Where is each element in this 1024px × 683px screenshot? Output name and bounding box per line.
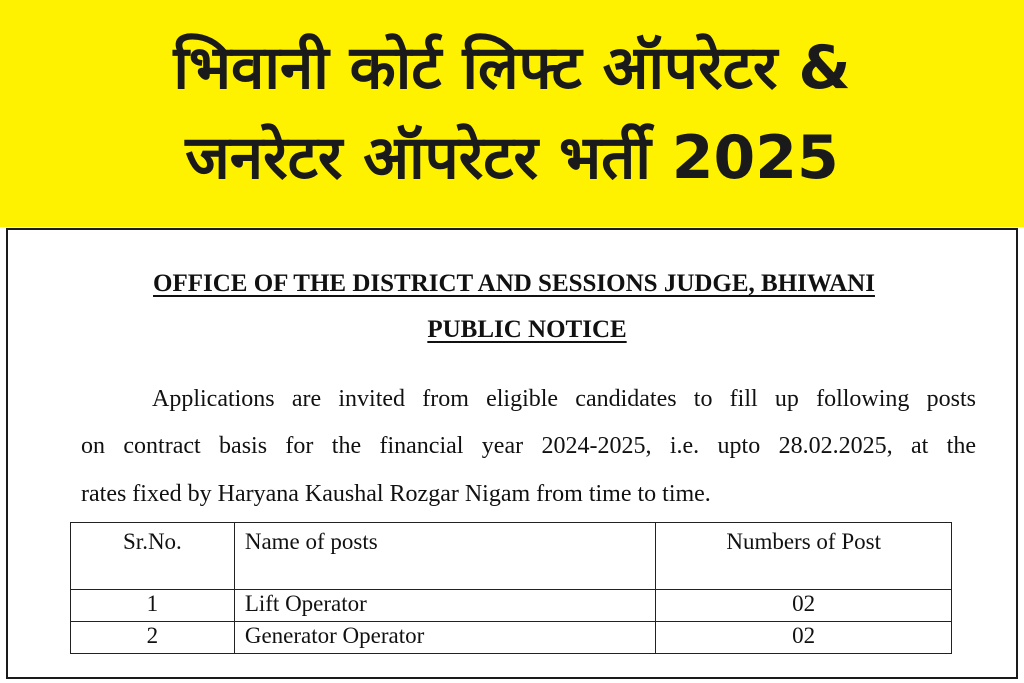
table-header-row — [71, 523, 952, 590]
header-sr-no: Sr.No. — [71, 523, 235, 590]
row-1-post-count: 02 — [656, 590, 952, 622]
table-row — [71, 622, 952, 654]
banner-title-line-1: भिवानी कोर्ट लिफ्ट ऑपरेटर & — [173, 33, 851, 103]
notice-document — [6, 228, 1018, 679]
notice-title: PUBLIC NOTICE — [427, 316, 627, 343]
header-name-of-posts: Name of posts — [234, 523, 655, 590]
row-1-sr-no: 1 — [71, 590, 235, 622]
row-2-sr-no: 2 — [71, 622, 235, 654]
posts-table — [70, 522, 952, 654]
notice-paragraph-line-3: rates fixed by Haryana Kaushal Rozgar Nigam from time to time. — [81, 481, 711, 507]
title-banner — [0, 0, 1024, 227]
row-2-post-name: Generator Operator — [234, 622, 655, 654]
header-numbers-of-post: Numbers of Post — [656, 523, 952, 590]
notice-paragraph-line-2: on contract basis for the financial year 2024-2025, i.e. upto 28.02.2025, at the — [81, 433, 976, 459]
row-1-post-name: Lift Operator — [234, 590, 655, 622]
notice-paragraph-line-1: Applications are invited from eligible candidates to fill up following posts — [152, 386, 976, 412]
office-title: OFFICE OF THE DISTRICT AND SESSIONS JUDGE, BHIWANI — [153, 270, 875, 297]
row-2-post-count: 02 — [656, 622, 952, 654]
table-row — [71, 590, 952, 622]
banner-title-line-2: जनरेटर ऑपरेटर भर्ती 2025 — [185, 123, 839, 193]
